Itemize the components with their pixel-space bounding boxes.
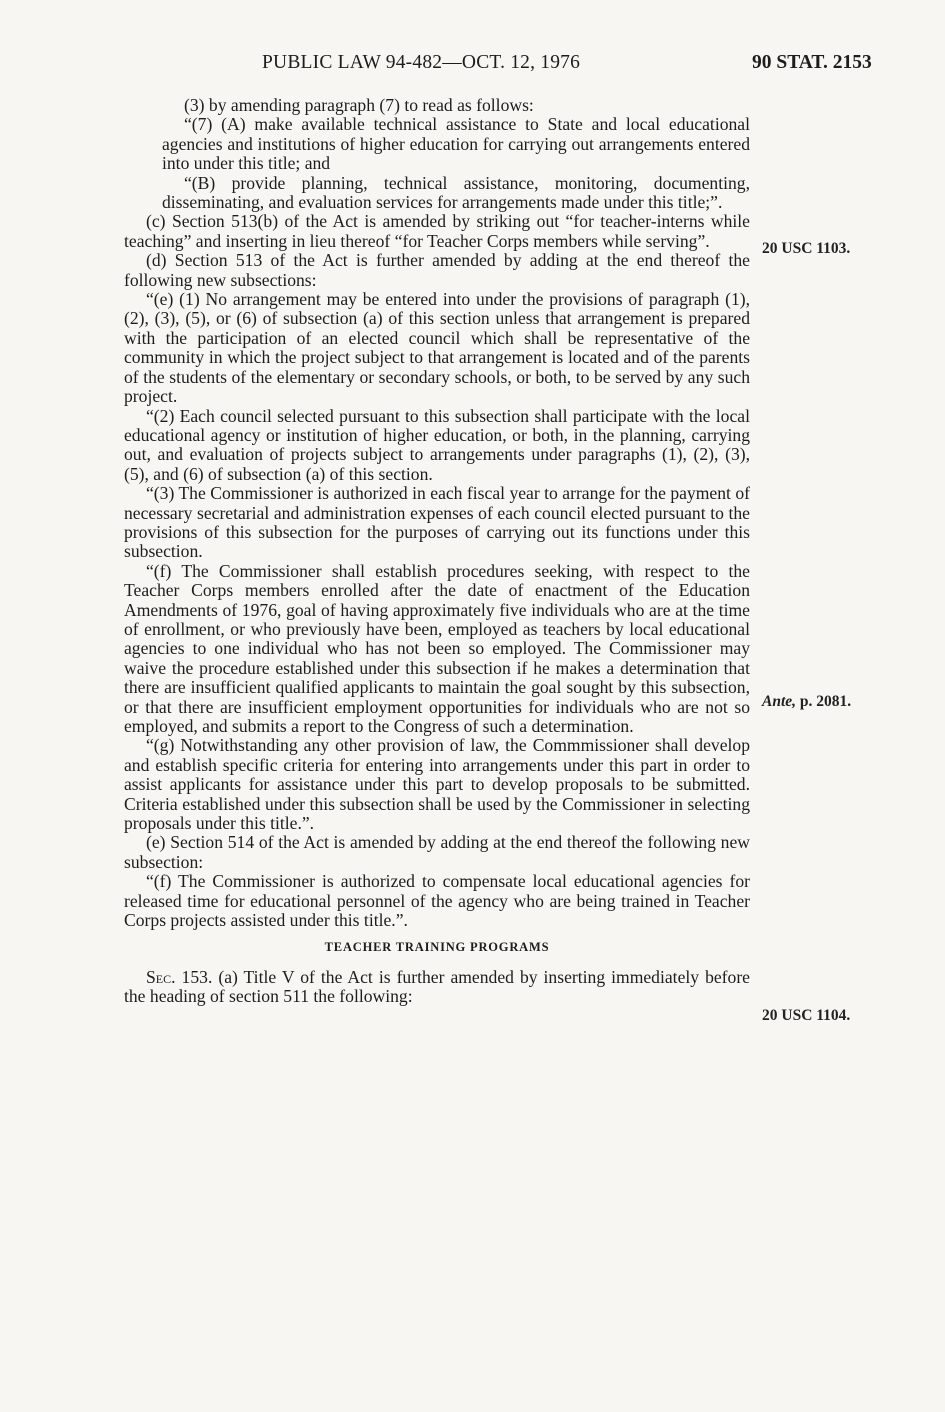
sec-153-text: 153. (a) Title V of the Act is further amended by inserting immediately before the heading of section 511 the following: (124, 966, 750, 1007)
paragraph-f-compensate: “(f) The Commissioner is authorized to compensate local educational agencies for released time for educational personnel of the agency who are being trained in Teacher Corps projects assisted under this title.”. (124, 871, 750, 931)
margin-note-usc-1103: 20 USC 1103. (762, 240, 851, 257)
margin-note-usc-1104: 20 USC 1104. (762, 1007, 851, 1024)
paragraph-f: “(f) The Commissioner shall establish procedures seeking, with respect to the Teacher Corps members enrolled after the date of enactment of the Education Amendments of 1976, goal of having approximately five individuals who are at the time of enrollment, or who previously have been, employed as teachers by local educational agencies to one individual who has not been so employed. The Commissioner may waive the procedure established under this subsection if he makes a determination that there are insufficient qualified applicants to maintain the goal sought by this subsection, or that there are insufficient employment opportunities for individuals who are not so employed, and submits a report to the Congress of such a determination. (124, 560, 750, 736)
body-text (124, 96, 750, 1007)
paragraph-d: (d) Section 513 of the Act is further amended by adding at the end thereof the following new subsections: (124, 250, 750, 290)
paragraph-sec-153 (124, 968, 750, 1007)
paragraph-c: (c) Section 513(b) of the Act is amended by striking out “for teacher-interns while teaching” and inserting in lieu thereof “for Teacher Corps members while serving”. (124, 211, 750, 251)
paragraph-3-amend: (3) by amending paragraph (7) to read as follows: (184, 95, 534, 115)
header-stat-citation: 90 STAT. 2153 (752, 52, 872, 73)
section-heading: TEACHER TRAINING PROGRAMS (324, 940, 550, 955)
margin-note-ante-italic: Ante, (762, 693, 797, 710)
paragraph-7a: “(7) (A) make available technical assistance to State and local educational agencies and institutions of higher education for carrying out arrangements entered into under this title; and (162, 114, 750, 174)
sec-label: Sec. (146, 966, 176, 987)
margin-note-ante (762, 693, 851, 711)
margin-note-ante-page: p. 2081. (799, 693, 852, 710)
page-header (0, 52, 945, 76)
paragraph-e1: “(e) (1) No arrangement may be entered into under the provisions of paragraph (1), (2), (3), (5), or (6) of subsection (a) of this section unless that arrangement is prepared with the participation of an elected council which shall be representative of the community in which the project subject to that arrangement is located and of the parents of the students of the elementary or secondary schools, or both, to be served by any such project. (124, 289, 750, 407)
paragraph-e3: “(3) The Commissioner is authorized in each fiscal year to arrange for the payment of necessary secretarial and administration expenses of each council elected pursuant to the provisions of this subsection for the purposes of carrying out its functions under this subsection. (124, 483, 750, 562)
header-title: PUBLIC LAW 94-482—OCT. 12, 1976 (262, 52, 581, 73)
paragraph-e-section-514: (e) Section 514 of the Act is amended by adding at the end thereof the following new subsection: (124, 832, 750, 872)
paragraph-e2: “(2) Each council selected pursuant to this subsection shall participate with the local educational agency or institution of higher education, or both, in the planning, carrying out, and evaluation of projects subject to arrangements under paragraphs (1), (2), (3), (5), and (6) of subsection (a) of this section. (124, 405, 750, 484)
paragraph-g: “(g) Notwithstanding any other provision of law, the Commmissioner shall develop and establish specific criteria for entering into arrangements under this part in order to assist applicants for assistance under this part to develop proposals to be submitted. Criteria established under this subsection shall be used by the Commissioner in selecting proposals under this title.”. (124, 735, 750, 834)
paragraph-7b: “(B) provide planning, technical assistance, monitoring, documenting, disseminating, and evaluation services for arrangements made under this title;”. (162, 172, 750, 213)
